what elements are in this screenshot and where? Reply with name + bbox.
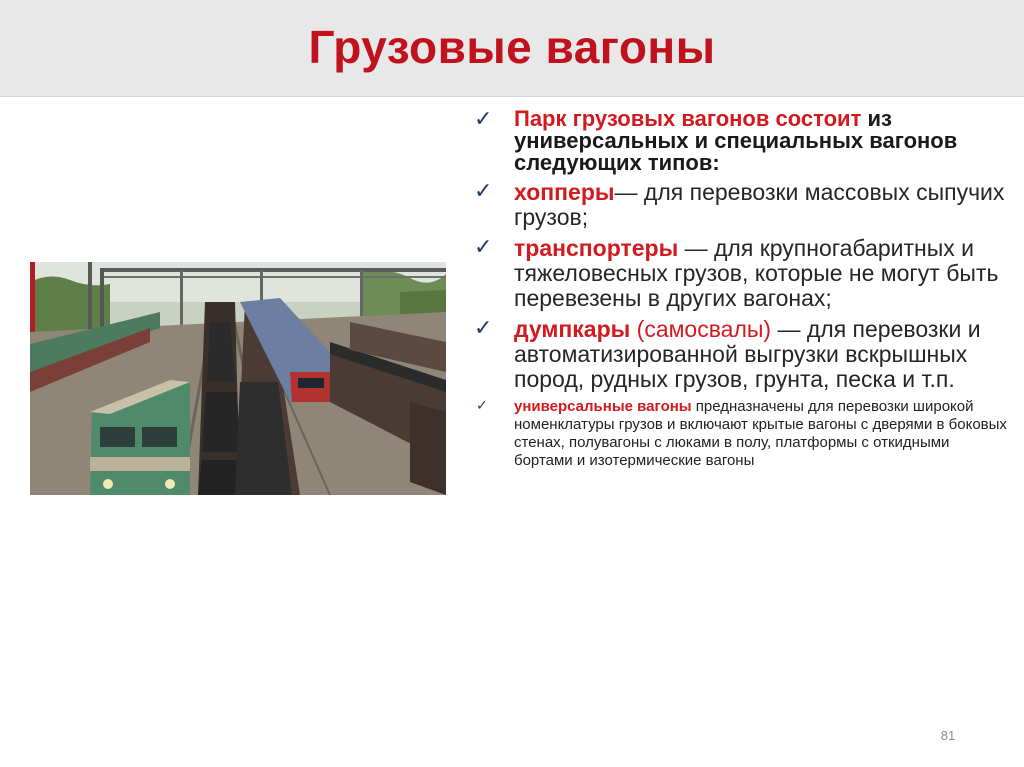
title-bar [0,0,1024,97]
desc-transporters: — для крупногабаритных и тяжеловесных грузов, которые не могут быть перевезены в других вагонах; [514,235,999,311]
intro-text: из универсальных и специальных вагонов следующих типов: [514,106,958,175]
check-icon: ✓ [476,398,488,414]
check-icon: ✓ [474,179,493,204]
note-dumpcars: (самосвалы) [630,316,772,342]
term-dumpcars: думпкары [514,316,631,342]
term-transporters: транспортеры [514,235,679,261]
list-item-intro [470,108,1010,174]
list-item-dumpcars [470,317,1010,392]
term-universal: универсальные вагоны [514,398,692,415]
wagon-types-list [470,108,1010,476]
check-icon: ✓ [474,107,493,132]
railway-yard-photo [30,262,446,495]
intro-heading: Парк грузовых вагонов состоит [514,106,862,131]
page-number: 81 [940,728,956,743]
railway-yard-illustration [30,262,446,495]
list-item-hoppers [470,180,1010,230]
list-item-transporters [470,236,1010,311]
desc-dumpcars: — для перевозки и автоматизированной выгрузки вскрышных пород, рудных грузов, грунта, песка и т.п. [514,316,981,392]
term-hoppers: хопперы [514,179,615,205]
desc-hoppers: — для перевозки массовых сыпучих грузов; [514,179,1005,230]
check-icon: ✓ [474,316,493,341]
list-item-universal [470,398,1010,470]
desc-universal: предназначены для перевозки широкой номенклатуры грузов и включают крытые вагоны с дверями в боковых стенах, полувагоны с люками в полу, платформы с откидными бортами и изотермические вагоны [514,398,1007,469]
slide-title: Грузовые вагоны [308,21,716,73]
check-icon: ✓ [474,235,493,260]
